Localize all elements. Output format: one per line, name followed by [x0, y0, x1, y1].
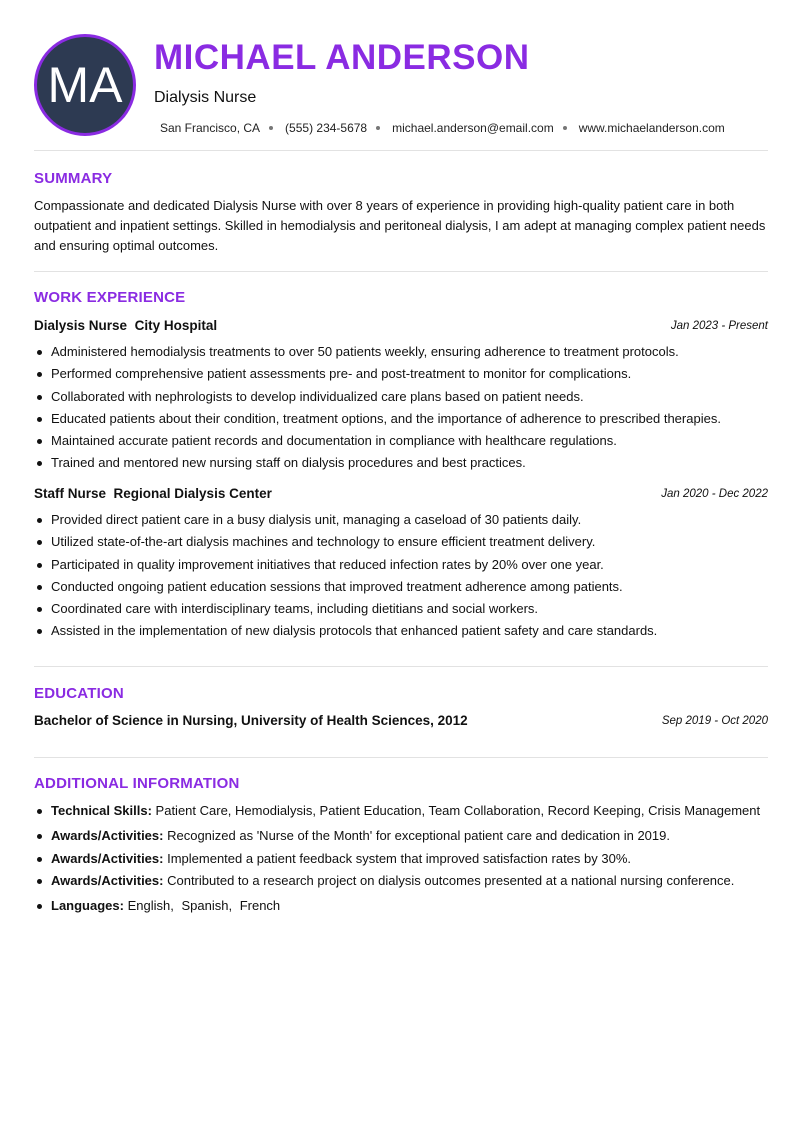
item-label: Awards/Activities: — [51, 873, 164, 888]
list-item — [34, 800, 768, 825]
list-item: Conducted ongoing patient education sessions that improved treatment adherence among patients. — [34, 576, 768, 598]
language: English, — [127, 898, 174, 913]
contact-website[interactable]: www.michaelanderson.com — [578, 121, 725, 135]
list-item — [34, 825, 768, 848]
candidate-role: Dialysis Nurse — [154, 89, 257, 106]
additional-heading: ADDITIONAL INFORMATION — [34, 775, 240, 792]
list-item — [34, 870, 768, 895]
languages-item — [34, 895, 768, 918]
divider — [34, 757, 768, 758]
job-company: City Hospital — [134, 318, 218, 333]
contact-line — [160, 121, 725, 135]
resume-header — [34, 34, 768, 138]
summary-heading: SUMMARY — [34, 170, 113, 187]
languages-label: Languages: — [51, 898, 124, 913]
education-degree: Bachelor of Science in Nursing, University of Health Sciences, 2012 — [34, 713, 468, 728]
summary-text: Compassionate and dedicated Dialysis Nurse with over 8 years of experience in providing high-quality patient care in both outpatient and inpatient settings. Skilled in hemodialysis and peritoneal dialysis, I am adept at managing complex patient needs and ensuring optimal outcomes. — [34, 198, 766, 253]
job-header — [34, 486, 768, 504]
job-title-line — [34, 486, 272, 501]
job-title-line — [34, 318, 217, 333]
item-text: Implemented a patient feedback system that improved satisfaction rates by 30%. — [167, 850, 631, 866]
list-item: Administered hemodialysis treatments to over 50 patients weekly, ensuring adherence to treatment protocols. — [34, 341, 768, 363]
item-label: Technical Skills: — [51, 803, 152, 818]
list-item: Maintained accurate patient records and documentation in compliance with healthcare regulations. — [34, 430, 768, 452]
contact-phone: (555) 234-5678 — [285, 121, 368, 135]
additional-list — [34, 800, 768, 918]
job-bullets — [34, 341, 768, 475]
job-title: Staff Nurse — [34, 486, 107, 501]
candidate-name: MICHAEL ANDERSON — [154, 38, 530, 77]
contact-email[interactable]: michael.anderson@email.com — [392, 121, 554, 135]
list-item: Trained and mentored new nursing staff on dialysis procedures and best practices. — [34, 452, 768, 474]
list-item: Coordinated care with interdisciplinary teams, including dietitians and social workers. — [34, 598, 768, 620]
separator-dot-icon — [563, 126, 567, 130]
item-label: Awards/Activities: — [51, 850, 164, 866]
list-item: Performed comprehensive patient assessments pre- and post-treatment to monitor for complications. — [34, 363, 768, 385]
job-company: Regional Dialysis Center — [113, 486, 272, 501]
divider — [34, 271, 768, 272]
list-item — [34, 848, 768, 871]
separator-dot-icon — [376, 126, 380, 130]
education-heading: EDUCATION — [34, 685, 124, 702]
list-item: Assisted in the implementation of new dialysis protocols that enhanced patient safety and care standards. — [34, 620, 768, 642]
list-item: Participated in quality improvement initiatives that reduced infection rates by 20% over one year. — [34, 554, 768, 576]
language: French — [239, 898, 281, 913]
avatar-initials: MA — [47, 57, 123, 113]
list-item: Provided direct patient care in a busy dialysis unit, managing a caseload of 30 patients daily. — [34, 509, 768, 531]
job-bullets — [34, 509, 768, 643]
divider — [34, 666, 768, 667]
experience-heading: WORK EXPERIENCE — [34, 289, 186, 306]
divider — [34, 150, 768, 151]
language: Spanish, — [181, 898, 233, 913]
separator-dot-icon — [269, 126, 273, 130]
item-text: Patient Care, Hemodialysis, Patient Education, Team Collaboration, Record Keeping, Crisis Management — [155, 803, 761, 818]
job-dates: Jan 2023 - Present — [670, 320, 768, 332]
list-item: Utilized state-of-the-art dialysis machines and technology to ensure efficient treatment delivery. — [34, 531, 768, 553]
item-label: Awards/Activities: — [51, 828, 164, 843]
item-text: Recognized as 'Nurse of the Month' for exceptional patient care and dedication in 2019. — [167, 828, 670, 843]
avatar — [34, 34, 136, 136]
job-header — [34, 318, 768, 336]
list-item: Collaborated with nephrologists to develop individualized care plans based on patient needs. — [34, 386, 768, 408]
list-item: Educated patients about their condition, treatment options, and the importance of adherence to prescribed therapies. — [34, 408, 768, 430]
item-text: Contributed to a research project on dialysis outcomes presented at a national nursing conference. — [167, 873, 735, 888]
education-entry — [34, 713, 768, 731]
contact-location: San Francisco, CA — [160, 121, 261, 135]
job-title: Dialysis Nurse — [34, 318, 128, 333]
job-dates: Jan 2020 - Dec 2022 — [661, 488, 768, 500]
education-dates: Sep 2019 - Oct 2020 — [661, 715, 768, 727]
